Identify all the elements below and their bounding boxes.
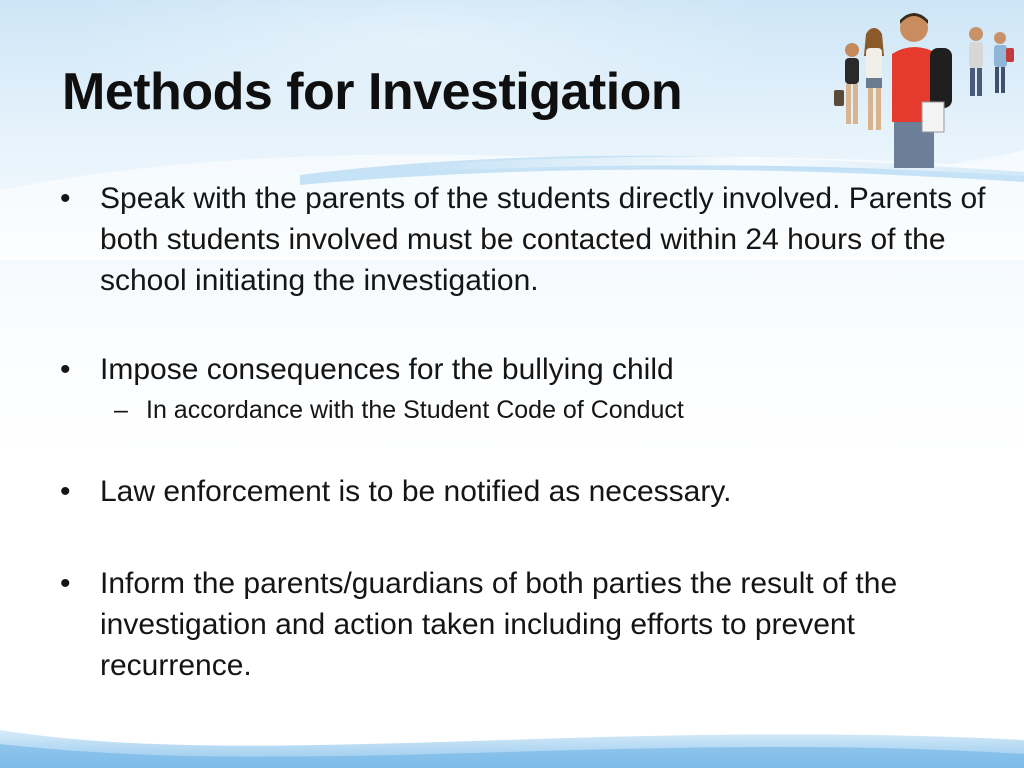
bullet-text: Impose consequences for the bullying child (100, 353, 674, 386)
bottom-wave-decoration (0, 700, 1024, 768)
bullet-item-3 (58, 471, 988, 512)
sub-bullet-item: – In accordance with the Student Code of Conduct (100, 394, 988, 426)
student-figure-1 (834, 43, 859, 124)
bullet-text: Inform the parents/guardians of both parties the result of the investigation and action taken including efforts to prevent recurrence. (100, 567, 898, 682)
student-figure-main (892, 13, 952, 168)
bullet-item-4 (58, 563, 988, 686)
bullet-item-1 (58, 178, 988, 301)
student-figure-3 (969, 27, 983, 96)
slide-title: Methods for Investigation (62, 63, 683, 121)
bullet-item-2 (58, 349, 988, 426)
bullet-list (58, 178, 988, 686)
students-group-image (826, 4, 1022, 170)
student-figure-2 (864, 28, 884, 130)
student-figure-4 (994, 32, 1014, 93)
bullet-text: Speak with the parents of the students directly involved. Parents of both students involved must be contacted within 24 hours of the school initiating the investigation. (100, 182, 986, 297)
bullet-text: Law enforcement is to be notified as necessary. (100, 475, 732, 508)
